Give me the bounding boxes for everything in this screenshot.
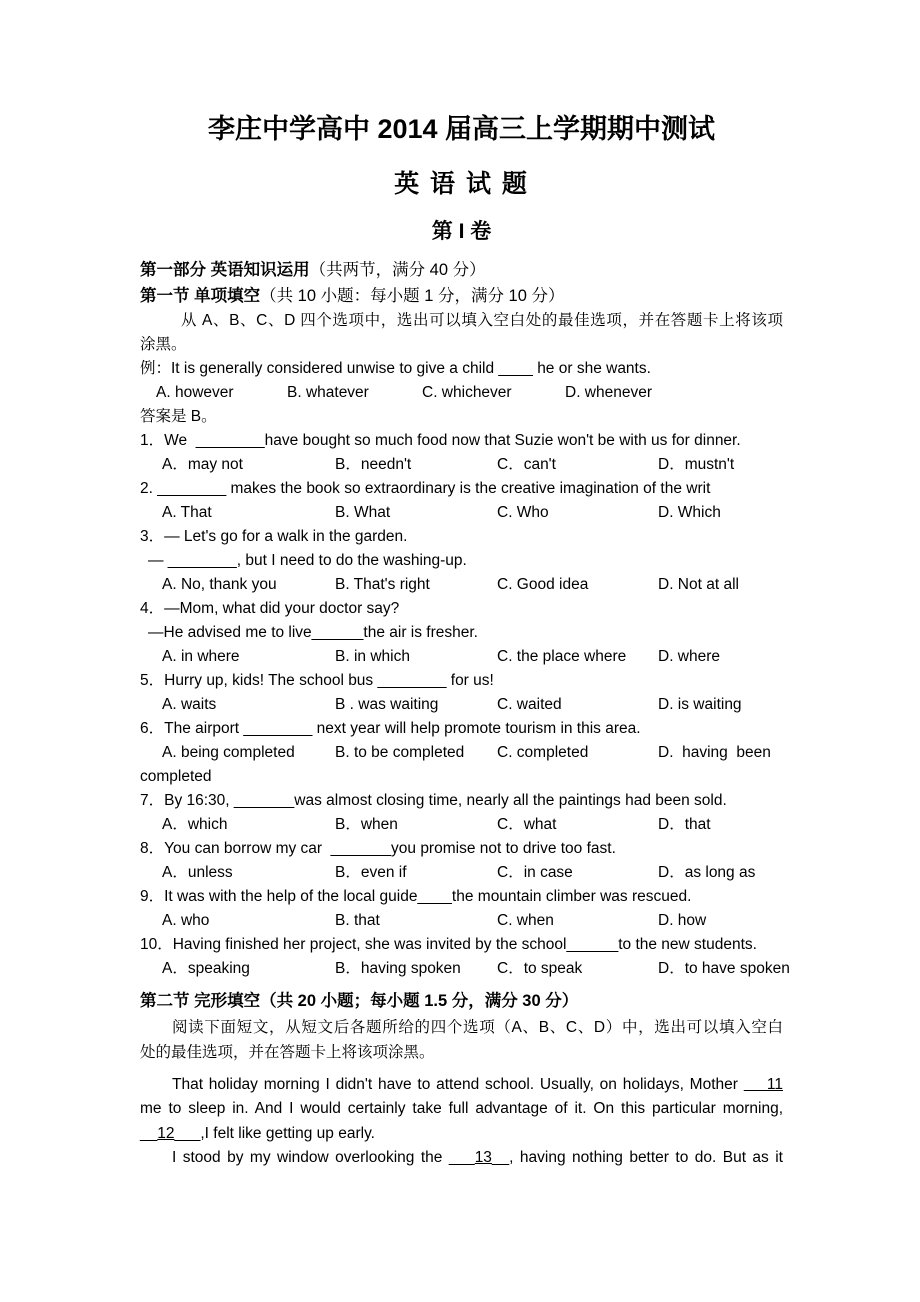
option: A．speaking bbox=[162, 960, 250, 977]
option: C. waited bbox=[497, 696, 562, 713]
cloze-blank: 13 bbox=[474, 1148, 492, 1166]
example-options-row bbox=[140, 381, 783, 405]
page-subtitle: 英 语 试 题 bbox=[394, 170, 529, 198]
option: D. is waiting bbox=[658, 696, 742, 713]
option: B．having spoken bbox=[335, 960, 461, 977]
option: A．which bbox=[162, 816, 228, 833]
option: C．what bbox=[497, 816, 557, 833]
option: C．in case bbox=[497, 864, 573, 881]
option: C. when bbox=[497, 912, 554, 929]
question-stem-line: 3．— Let's go for a walk in the garden. bbox=[140, 528, 408, 545]
option: B. to be completed bbox=[335, 744, 465, 761]
cloze-text: I stood by my window overlooking the ___ bbox=[172, 1148, 475, 1166]
question-stem-line: 2. ________ makes the book so extraordinary is the creative imagination of the writ bbox=[140, 480, 711, 497]
cloze-text: __, having nothing better to do. But as it bbox=[491, 1148, 783, 1166]
option: B. That's right bbox=[335, 576, 430, 593]
question-stem-line: —He advised me to live______the air is fresher. bbox=[148, 624, 478, 641]
document-content bbox=[140, 0, 790, 1170]
example-option: B. whatever bbox=[287, 384, 369, 401]
section2-instructions-line: 阅读下面短文，从短文后各题所给的四个选项（A、B、C、D）中，选出可以填入空白 bbox=[172, 1019, 783, 1036]
section1-heading-line bbox=[140, 284, 783, 310]
option: B．when bbox=[335, 816, 398, 833]
section1-instructions-line: 从 A、B、C、D 四个选项中，选出可以填入空白处的最佳选项，并在答题卡上将该项 bbox=[181, 312, 783, 329]
example-stem: 例：It is generally considered unwise to give a child ____ he or she wants. bbox=[140, 360, 651, 377]
option: B . was waiting bbox=[335, 696, 439, 713]
option: B. in which bbox=[335, 648, 410, 665]
options-row bbox=[140, 909, 783, 933]
section2-instructions-line: 处的最佳选项，并在答题卡上将该项涂黑。 bbox=[140, 1044, 435, 1061]
questions bbox=[140, 429, 790, 981]
section1-heading-detail: （共 10 小题：每小题 1 分，满分 10 分） bbox=[260, 286, 565, 305]
question-stem-line: 8．You can borrow my car _______you promise not to drive too fast. bbox=[140, 840, 616, 857]
option: A. That bbox=[162, 504, 212, 521]
example-option: D. whenever bbox=[565, 384, 653, 401]
section2-heading: 第二节 完形填空（共 20 小题；每小题 1.5 分，满分 30 分） bbox=[140, 992, 579, 1010]
part1-headings bbox=[140, 258, 783, 309]
cloze-text: ___,I felt like getting up early. bbox=[174, 1124, 375, 1142]
cloze-line bbox=[140, 1097, 783, 1121]
option: C．to speak bbox=[497, 960, 583, 977]
option: D. Not at all bbox=[658, 576, 739, 593]
part1-heading-detail: （共两节，满分 40 分） bbox=[309, 261, 486, 279]
part1-heading: 第一部分 英语知识运用 bbox=[140, 261, 310, 279]
option-continuation-line: completed bbox=[140, 768, 212, 785]
example-option: C. whichever bbox=[422, 384, 512, 401]
option: B．even if bbox=[335, 864, 407, 881]
option: A. who bbox=[162, 912, 210, 929]
question-stem-line: 1．We ________have bought so much food now that Suzie won't be with us for dinner. bbox=[140, 432, 741, 449]
option: B. What bbox=[335, 504, 391, 521]
cloze-line bbox=[140, 1073, 783, 1097]
option: C．can't bbox=[497, 456, 556, 473]
cloze-line bbox=[140, 1146, 783, 1170]
options-row bbox=[140, 741, 783, 765]
options-row bbox=[140, 813, 783, 837]
question-stem-line: 4．—Mom, what did your doctor say? bbox=[140, 600, 400, 617]
question-stem-line: — ________, but I need to do the washing-up. bbox=[148, 552, 467, 569]
question-stem-line: 7．By 16:30, _______was almost closing time, nearly all the paintings had been sold. bbox=[140, 792, 727, 809]
option: D．that bbox=[658, 816, 711, 833]
options-row bbox=[140, 645, 783, 669]
option: A．unless bbox=[162, 864, 233, 881]
options-row bbox=[140, 957, 790, 981]
section2-instructions bbox=[140, 1015, 783, 1065]
option: D. where bbox=[658, 648, 721, 665]
option: A. No, thank you bbox=[162, 576, 277, 593]
cloze-passage bbox=[140, 1073, 783, 1170]
option: B. that bbox=[335, 912, 380, 929]
cloze-line bbox=[140, 1122, 783, 1146]
example-option: A. however bbox=[156, 384, 234, 401]
options-row bbox=[140, 861, 783, 885]
cloze-text: me to sleep in. And I would certainly take full advantage of it. On this particular morning, bbox=[140, 1100, 783, 1118]
option: A. waits bbox=[162, 696, 217, 713]
cloze-blank: 12 bbox=[157, 1124, 175, 1142]
option: D．mustn't bbox=[658, 456, 735, 473]
options-row bbox=[140, 693, 783, 717]
section1-heading: 第一节 单项填空 bbox=[140, 286, 261, 305]
option: C. completed bbox=[497, 744, 589, 761]
option: A. being completed bbox=[162, 744, 295, 761]
options-row bbox=[140, 453, 783, 477]
option: D．to have spoken bbox=[658, 960, 790, 977]
option: D. Which bbox=[658, 504, 721, 521]
option: D. having been bbox=[658, 744, 771, 761]
cloze-blank: 11 bbox=[743, 1076, 783, 1093]
option: D．as long as bbox=[658, 864, 756, 881]
cloze-text: __ bbox=[140, 1124, 158, 1142]
option: C. Who bbox=[497, 504, 549, 521]
page-title: 李庄中学高中 2014 届高三上学期期中测试 bbox=[207, 114, 716, 144]
question-stem-line: 6．The airport ________ next year will help promote tourism in this area. bbox=[140, 720, 641, 737]
example-answer: 答案是 B。 bbox=[140, 408, 217, 425]
option: A．may not bbox=[162, 456, 243, 473]
cloze-text: That holiday morning I didn't have to attend school. Usually, on holidays, Mother bbox=[172, 1076, 744, 1093]
options-row bbox=[140, 501, 783, 525]
volume-heading: 第 I 卷 bbox=[431, 220, 492, 243]
question-stem-line: 10．Having finished her project, she was invited by the school______to the new students. bbox=[140, 936, 757, 953]
option: D. how bbox=[658, 912, 707, 929]
option: B．needn't bbox=[335, 456, 412, 473]
part1-heading-line bbox=[140, 258, 783, 284]
question-stem-line: 9．It was with the help of the local guide____the mountain climber was rescued. bbox=[140, 888, 692, 905]
option: C. Good idea bbox=[497, 576, 589, 593]
section1-instructions-line: 涂黑。 bbox=[140, 336, 187, 353]
option: A. in where bbox=[162, 648, 240, 665]
options-row bbox=[140, 573, 783, 597]
option: C. the place where bbox=[497, 648, 627, 665]
question-stem-line: 5．Hurry up, kids! The school bus ________ for us! bbox=[140, 672, 494, 689]
